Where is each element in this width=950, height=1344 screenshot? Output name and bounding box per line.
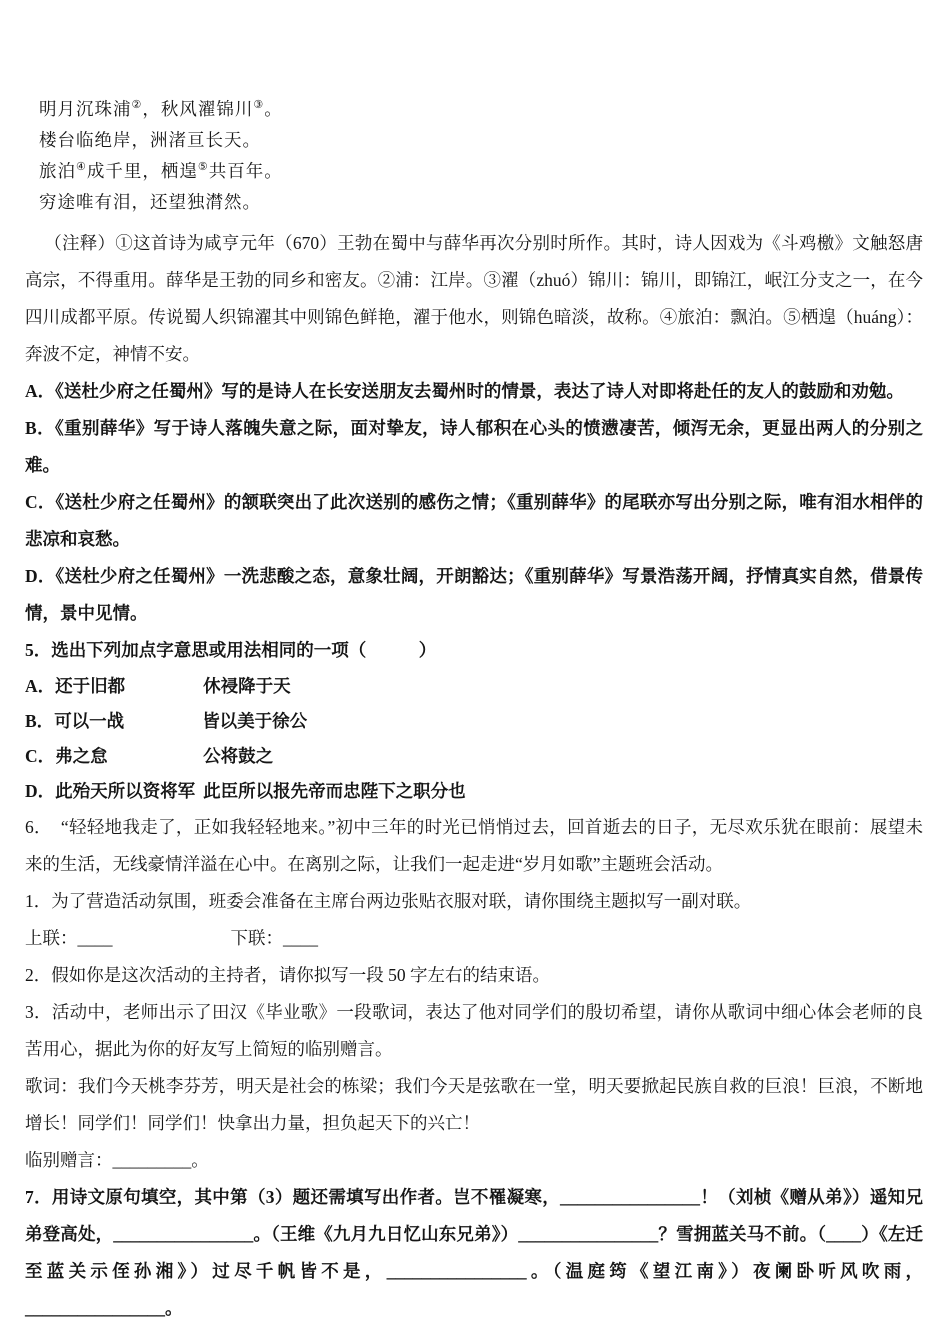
question7-text: 7．用诗文原句填空，其中第（3）题还需填写出作者。岂不罹凝寒，________________！（刘桢《赠从弟》）遥知兄弟登高处，________________。（王维《九月九日忆山东兄弟》）________________？雪拥蓝关马不前。（____）《左迁至蓝关示侄孙湘》）过尽千帆皆不是，________________。（温庭筠《望江南》）夜阑卧听风吹雨，________________。 bbox=[25, 1187, 923, 1318]
q4-option-b-text: 《重别薛华》写于诗人落魄失意之际，面对挚友，诗人郁积在心头的愤懑凄苦，倾泻无余，更显出两人的分别之难。 bbox=[25, 418, 923, 475]
q4-option-d-text: 《送杜少府之任蜀州》一洗悲酸之态，意象壮阔，开朗豁达；《重别薛华》写景浩荡开阔，抒情真实自然，借景传情，景中见情。 bbox=[25, 566, 923, 623]
couplet-upper-blank: ____ bbox=[77, 928, 113, 948]
q5-option-d-label: D． bbox=[25, 781, 56, 801]
q5-option-b-phrase2: 皆以美于徐公 bbox=[202, 711, 308, 731]
q4-option-b bbox=[25, 410, 923, 484]
question4-options bbox=[25, 373, 923, 632]
q4-option-a-text: 《送杜少府之任蜀州》写的是诗人在长安送朋友去蜀州时的情景，表达了诗人对即将赴任的友人的鼓励和劝勉。 bbox=[55, 381, 904, 401]
q4-option-c-text: 《送杜少府之任蜀州》的颔联突出了此次送别的感伤之情；《重别薛华》的尾联亦写出分别之际，唯有泪水相伴的悲凉和哀愁。 bbox=[25, 492, 923, 549]
couplet-upper-label: 上联： bbox=[25, 928, 78, 948]
q6-couplet-line bbox=[25, 920, 923, 957]
poem-line: 旅泊④成千里，栖遑⑤共百年。 bbox=[39, 161, 283, 181]
q5-stem: 5．选出下列加点字意思或用法相同的一项（ ） bbox=[25, 640, 437, 660]
q5-option-d-phrase2: 此臣所以报先帝而忠陛下之职分也 bbox=[203, 781, 466, 801]
q6-sub2: 2．假如你是这次活动的主持者，请你拟写一段 50 字左右的结束语。 bbox=[25, 965, 550, 985]
poem-annotations: （注释）①这首诗为咸亨元年（670）王勃在蜀中与薛华再次分别时所作。其时，诗人因戏为《斗鸡檄》文触怒唐高宗，不得重用。薛华是王勃的同乡和密友。②浦：江岸。③濯（zhuó）锦川：锦川，即锦江，岷江分支之一，在今四川成都平原。传说蜀人织锦濯其中则锦色鲜艳，濯于他水，则锦色暗淡，故称。④旅泊：飘泊。⑤栖遑（huáng）：奔波不定，神情不安。 bbox=[25, 233, 923, 364]
q5-option-b-phrase1: 可以一战 bbox=[54, 711, 125, 731]
q5-option-c-phrase2: 公将鼓之 bbox=[203, 746, 274, 766]
poem-line: 楼台临绝岸，洲渚亘长天。 bbox=[39, 130, 261, 150]
q4-option-c bbox=[25, 484, 923, 558]
q5-option-a-phrase1: 还于旧都 bbox=[55, 676, 126, 696]
couplet-lower-label: 下联： bbox=[230, 928, 283, 948]
poem-line: 穷途唯有泪，还望独潸然。 bbox=[39, 192, 261, 212]
q5-option-c bbox=[25, 739, 923, 774]
q6-gift-line bbox=[25, 1142, 923, 1179]
q5-option-b-label: B． bbox=[25, 711, 55, 731]
q5-option-d-phrase1: 此殆天所以资将军 bbox=[55, 781, 196, 801]
q5-option-b bbox=[25, 704, 923, 739]
poem-line: 明月沉珠浦②，秋风濯锦川③。 bbox=[39, 99, 283, 119]
q6-intro: 6． “轻轻地我走了，正如我轻轻地来。”初中三年的时光已悄悄过去，回首逝去的日子，无尽欢乐犹在眼前：展望未来的生活，无线豪情洋溢在心中。在离别之际，让我们一起走进“岁月如歌”主题班会活动。 bbox=[25, 817, 923, 874]
q6-sub1: 1．为了营造活动氛围，班委会准备在主席台两边张贴衣服对联，请你围绕主题拟写一副对联。 bbox=[25, 891, 752, 911]
q5-option-c-phrase1: 弗之怠 bbox=[55, 746, 108, 766]
poem-chongbie-xuehua bbox=[25, 94, 923, 218]
q5-option-a bbox=[25, 669, 923, 704]
gift-blank: _________ bbox=[112, 1150, 192, 1170]
q4-option-b-label: B． bbox=[25, 418, 55, 438]
q4-option-a-label: A． bbox=[25, 381, 56, 401]
q6-sub3: 3．活动中，老师出示了田汉《毕业歌》一段歌词，表达了他对同学们的殷切希望，请你从歌词中细心体会老师的良苦用心，据此为你的好友写上简短的临别赠言。 bbox=[25, 1002, 923, 1059]
q4-option-c-label: C． bbox=[25, 492, 56, 512]
q4-option-a bbox=[25, 373, 923, 410]
q6-lyrics: 歌词：我们今天桃李芬芳，明天是社会的栋梁；我们今天是弦歌在一堂，明天要掀起民族自救的巨浪！巨浪，不断地增长！同学们！同学们！快拿出力量，担负起天下的兴亡！ bbox=[25, 1076, 923, 1133]
q5-option-d bbox=[25, 774, 923, 809]
q5-option-a-label: A． bbox=[25, 676, 56, 696]
question5 bbox=[25, 632, 923, 809]
q5-option-c-label: C． bbox=[25, 746, 56, 766]
gift-period: 。 bbox=[191, 1150, 209, 1170]
gift-label: 临别赠言： bbox=[25, 1150, 113, 1170]
q5-option-a-phrase2: 休祲降于天 bbox=[203, 676, 291, 696]
question6 bbox=[25, 809, 923, 1179]
couplet-lower-blank: ____ bbox=[283, 928, 318, 948]
q4-option-d-label: D． bbox=[25, 566, 56, 586]
q4-option-d bbox=[25, 558, 923, 632]
